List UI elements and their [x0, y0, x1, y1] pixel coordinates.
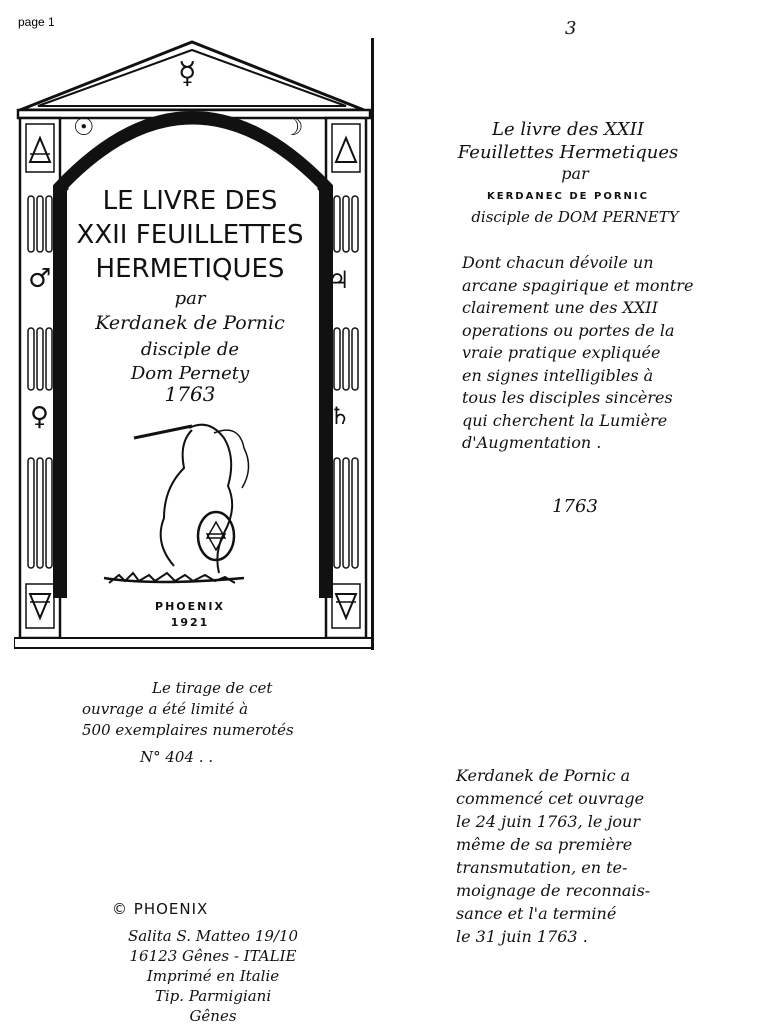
- moon-icon: ☽: [282, 113, 304, 141]
- right-title-par: par: [561, 164, 589, 183]
- unicorn-illustration: [104, 425, 249, 583]
- colophon-line: Kerdanek de Pornic a: [456, 766, 631, 785]
- description-line: arcane spagirique et montre: [462, 275, 694, 295]
- title-line: XXII FEUILLETTES: [76, 220, 304, 250]
- colophon-line: moignage de reconnais-: [456, 881, 651, 900]
- jupiter-icon: ♃: [328, 266, 350, 294]
- description-line: qui cherchent la Lumière: [462, 410, 668, 430]
- book-description: [462, 252, 722, 455]
- colophon-line: même de sa première: [456, 835, 633, 854]
- address-line: 16123 Gênes - ITALIE: [129, 947, 297, 965]
- mars-icon: ♂: [28, 264, 52, 294]
- address-line: Gênes: [189, 1007, 237, 1025]
- right-year: 1763: [552, 496, 598, 517]
- disciple-line: disciple de: [140, 339, 240, 360]
- page-divider: [371, 38, 374, 650]
- copyright-address: [98, 926, 328, 1026]
- page-label: page 1: [18, 15, 55, 29]
- frontispiece-disciple: [90, 338, 290, 386]
- right-title: [452, 118, 684, 164]
- description-line: Dont chacun dévoile un: [462, 253, 654, 272]
- publisher-name: PHOENIX: [155, 600, 225, 613]
- frontispiece-par: par: [174, 288, 206, 309]
- disciple-line: Dom Pernety: [130, 363, 250, 384]
- frontispiece-year: 1763: [164, 382, 216, 406]
- description-line: d'Augmentation .: [462, 433, 602, 452]
- colophon-line: transmutation, en te-: [456, 858, 628, 877]
- venus-icon: ♀: [30, 402, 50, 432]
- colophon-line: le 24 juin 1763, le jour: [456, 812, 640, 831]
- title-line: LE LIVRE DES: [102, 186, 278, 216]
- saturn-icon: ♄: [329, 402, 351, 430]
- description-line: vraie pratique expliquée: [462, 343, 661, 362]
- colophon: [456, 764, 736, 948]
- copyright-heading: © PHOENIX: [112, 900, 209, 918]
- right-title-line: Feuillettes Hermetiques: [457, 142, 679, 163]
- colophon-line: le 31 juin 1763 .: [456, 927, 588, 946]
- address-line: Imprimé en Italie: [146, 967, 280, 985]
- edition-line: ouvrage a été limité à: [82, 700, 249, 718]
- frontispiece-author: Kerdanek de Pornic: [95, 312, 285, 334]
- right-title-line: Le livre des XXII: [492, 119, 644, 140]
- publisher-year: 1921: [170, 616, 210, 629]
- edition-note: [82, 678, 342, 768]
- edition-number: N° 404 . .: [140, 748, 214, 766]
- address-line: Tip. Parmigiani: [154, 987, 272, 1005]
- colophon-line: sance et l'a terminé: [456, 904, 617, 923]
- description-line: clairement une des XXII: [462, 298, 658, 317]
- page-number: 3: [565, 18, 577, 39]
- right-title-author: KERDANEC DE PORNIC: [487, 191, 649, 202]
- description-line: tous les disciples sincères: [462, 388, 673, 407]
- colophon-line: commencé cet ouvrage: [456, 789, 645, 808]
- mercury-icon: ☿: [178, 56, 197, 91]
- edition-line: 500 exemplaires numerotés: [82, 721, 294, 739]
- title-line: HERMETIQUES: [95, 254, 285, 284]
- edition-line: Le tirage de cet: [152, 679, 273, 697]
- sun-icon: ☉: [73, 113, 95, 141]
- description-line: en signes intelligibles à: [462, 365, 654, 385]
- description-line: operations ou portes de la: [462, 320, 675, 340]
- address-line: Salita S. Matteo 19/10: [127, 927, 299, 945]
- frontispiece-title: [70, 184, 310, 286]
- right-title-disciple: disciple de DOM PERNETY: [471, 208, 679, 226]
